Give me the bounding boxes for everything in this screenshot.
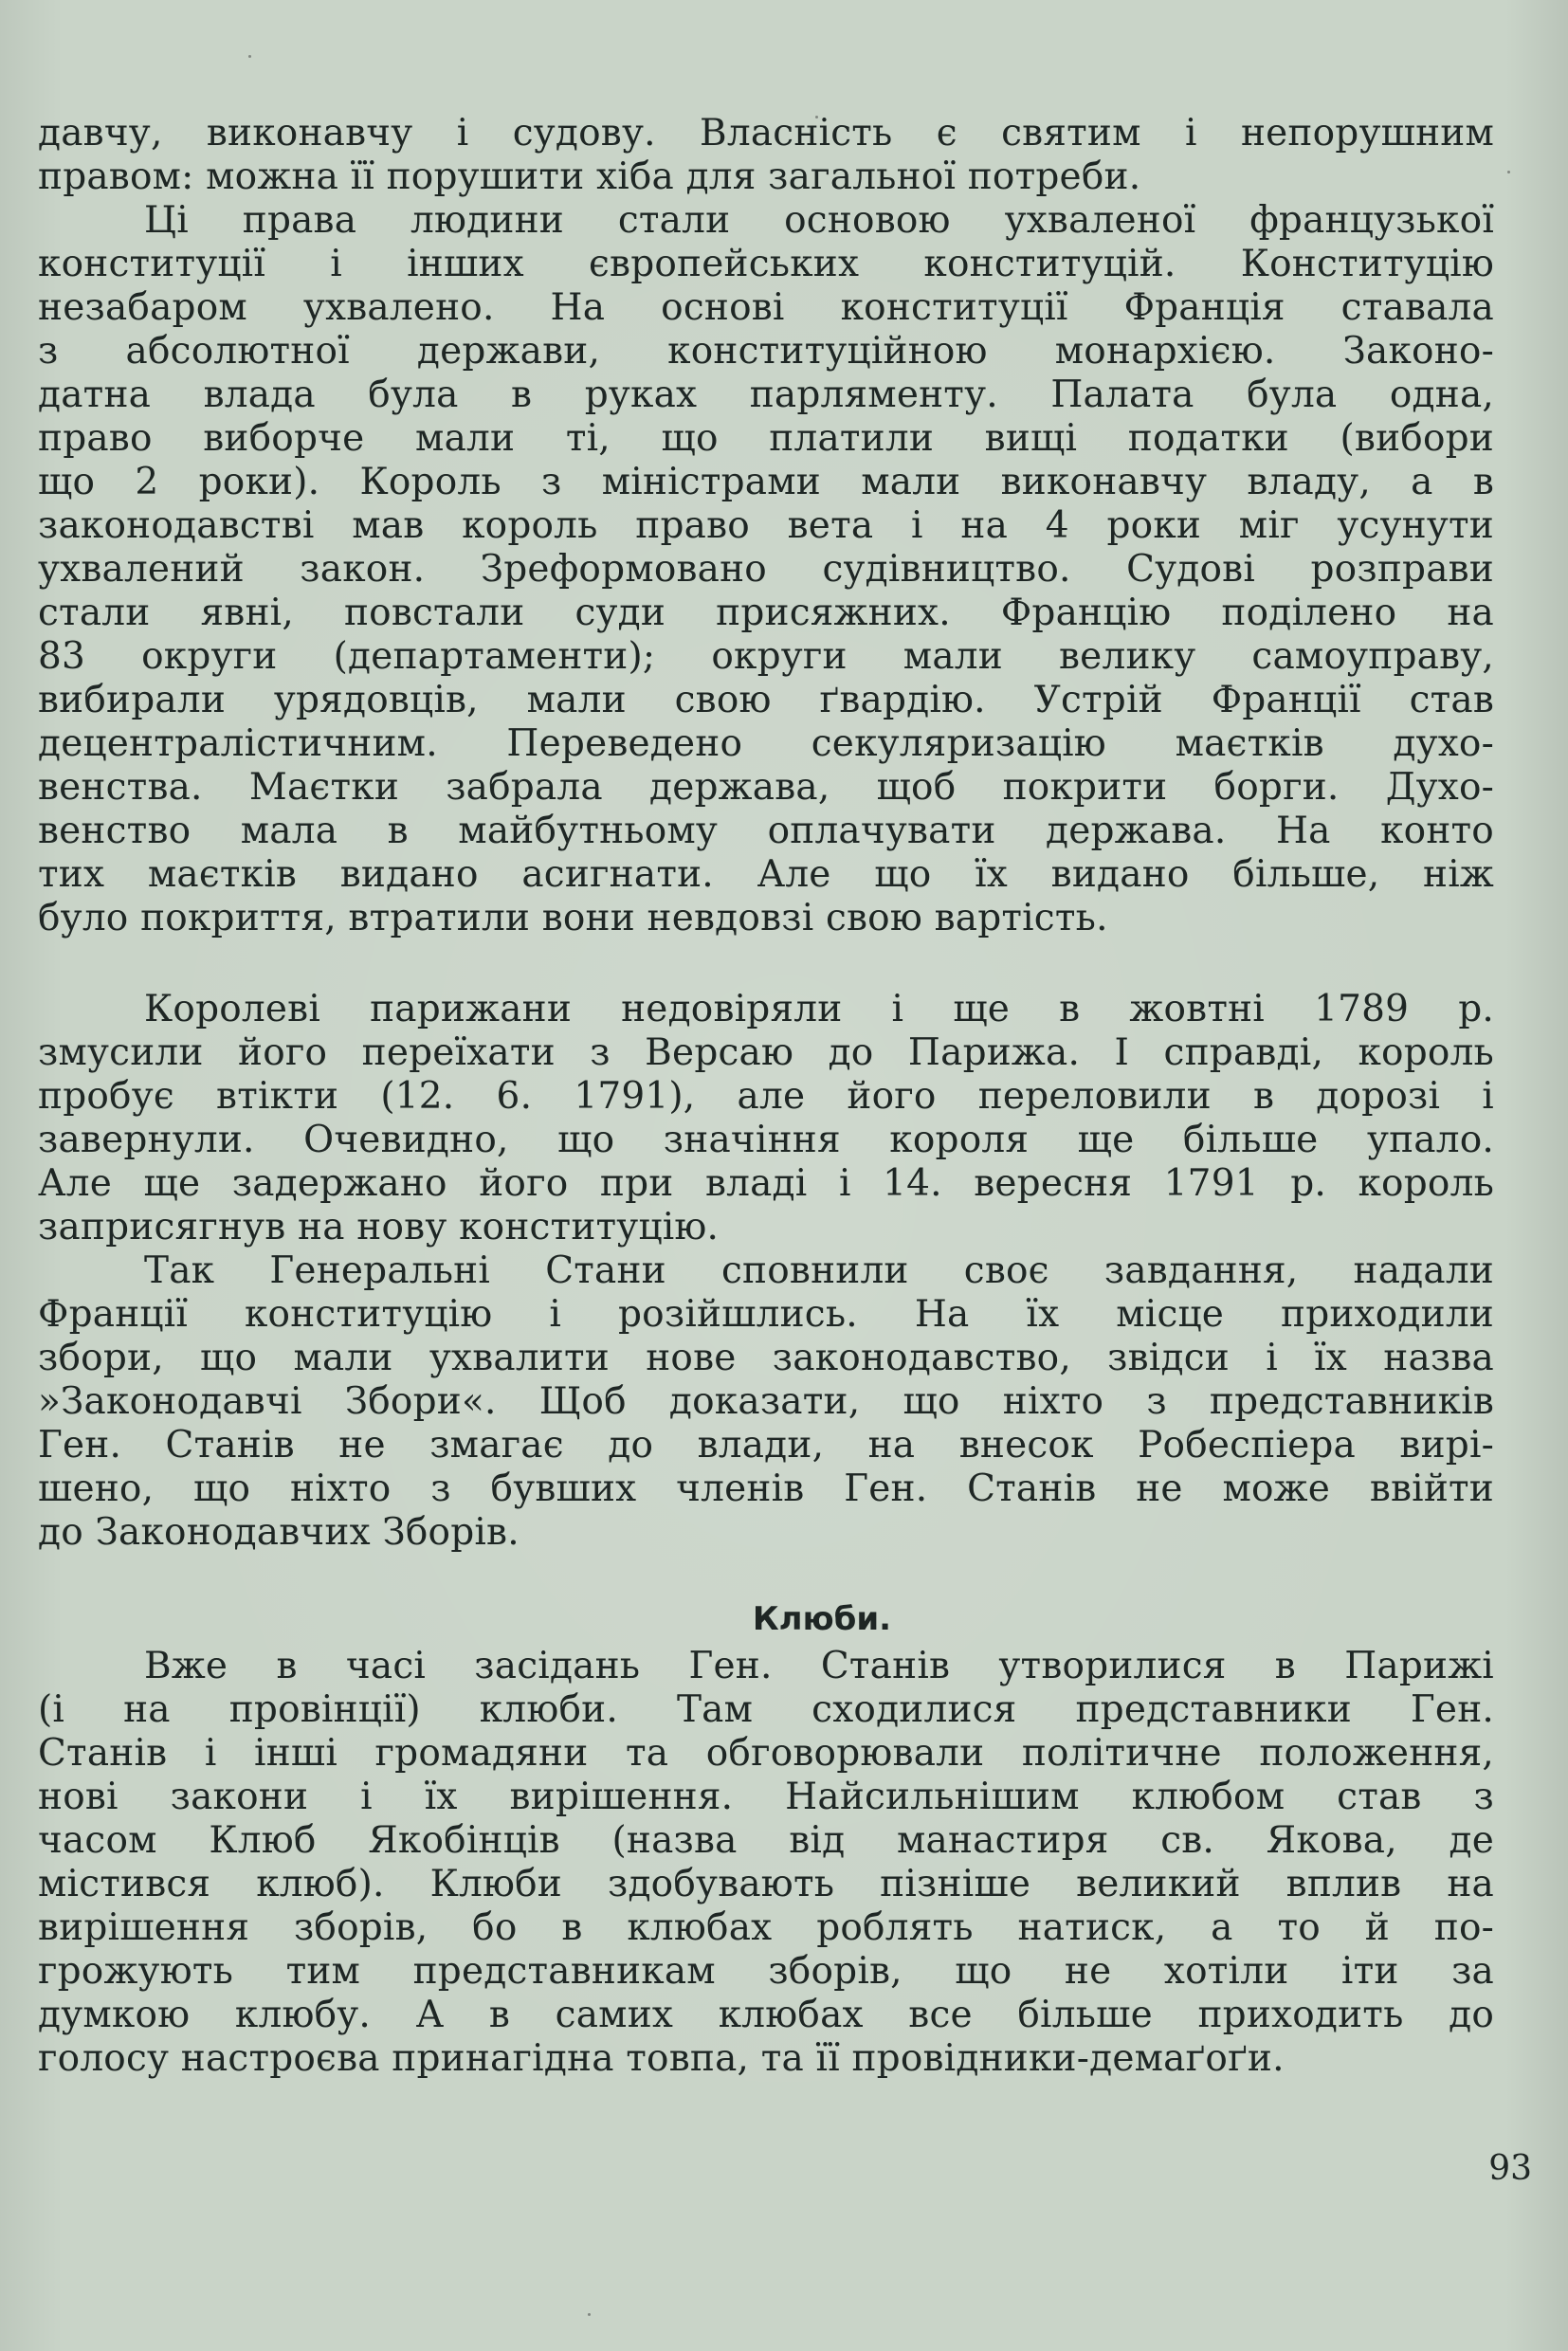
text-line: завернули. Очевидно, що значіння короля ще більше упало. [38,1119,1494,1161]
text-line: право виборче мали ті, що платили вищі податки (вибори [38,417,1494,460]
text-line: (і на провінції) клюби. Там сходилися представники Ген. [38,1688,1494,1731]
text-line: шено, що ніхто з бувших членів Ген. Станів не може ввійти [38,1467,1494,1510]
text-line: змусили його переїхати з Версаю до Парижа. І справді, король [38,1031,1494,1074]
text-line: до Законодавчих Зборів. [38,1511,520,1554]
text-line: нові закони і їх вирішення. Найсильнішим клюбом став з [38,1776,1494,1818]
paper-speck [248,55,251,58]
text-line: вибирали урядовців, мали свою ґвардію. Устрій Франції став [38,679,1494,721]
text-line: тих маєтків видано асигнати. Але що їх видано більше, ніж [38,853,1494,896]
paragraph-clubs [38,1645,1494,2081]
text-line: децентралістичним. Переведено секуляризацію маєтків духо- [38,722,1494,765]
text-line: Франції конституцію і розійшлись. На їх місце приходили [38,1293,1494,1336]
text-line: Але ще задержано його при владі і 14. вересня 1791 р. король [38,1162,1494,1205]
text-line: збори, що мали ухвалити нове законодавство, звідси і їх назва [38,1337,1494,1379]
paper-speck [1507,171,1510,173]
paragraph-legislative-assembly [38,1249,1494,1555]
text-line: незабаром ухвалено. На основі конституції Франція ставала [38,286,1494,329]
text-line: 83 округи (департаменти); округи мали велику самоуправу, [38,635,1494,678]
text-line: датна влада була в руках парляменту. Палата була одна, [38,374,1494,416]
text-line: правом: можна її порушити хіба для загальної потреби. [38,155,1141,198]
text-line: Вже в часі засідань Ген. Станів утворилися в Парижі [144,1645,1494,1687]
page-number: 93 [1488,2149,1532,2188]
paper-speck [588,2313,591,2316]
text-line: грожують тим представникам зборів, що не хотіли іти за [38,1950,1494,1993]
text-line: Королеві парижани недовіряли і ще в жовтні 1789 р. [144,988,1494,1030]
text-line: конституції і інших європейських конституцій. Конституцію [38,243,1494,285]
section-heading: Клюби. [752,1600,892,1638]
text-line: законодавстві мав король право вета і на 4 роки міг усунути [38,504,1494,547]
text-line: давчу, виконавчу і судову. Власність є святим і непорушним [38,112,1494,155]
text-line: думкою клюбу. А в самих клюбах все більше приходить до [38,1994,1494,2036]
text-line: »Законодавчі Збори«. Щоб доказати, що ніхто з представників [38,1380,1494,1423]
text-line: Станів і інші громадяни та обговорювали політичне положення, [38,1732,1494,1775]
text-line: венство мала в майбутньому оплачувати держава. На конто [38,810,1494,852]
text-line: часом Клюб Якобінців (назва від манастиря св. Якова, де [38,1819,1494,1862]
text-line: містився клюб). Клюби здобувають пізніше великий вплив на [38,1863,1494,1905]
text-line: пробує втікти (12. 6. 1791), але його переловили в дорозі і [38,1075,1494,1118]
text-line: голосу настроєва принагідна товпа, та її провідники-демаґоґи. [38,2037,1285,2080]
text-line: ухвалений закон. Зреформовано судівництво. Судові розправи [38,548,1494,591]
text-line: вирішення зборів, бо в клюбах роблять натиск, а то й по- [38,1906,1494,1949]
paragraph-rights-constitution [38,112,1494,940]
text-line: Ці права людини стали основою ухваленої французької [144,199,1494,242]
paragraph-king-escape [38,988,1494,1249]
text-line: що 2 роки). Король з міністрами мали виконавчу владу, а в [38,461,1494,503]
text-line: Ген. Станів не змагає до влади, на внесок Робеспіера вирі- [38,1424,1494,1467]
text-line: заприсягнув на нову конституцію. [38,1206,720,1248]
text-line: венства. Маєтки забрала держава, щоб покрити борги. Духо- [38,766,1494,809]
text-line: Так Генеральні Стани сповнили своє завдання, надали [144,1249,1494,1292]
text-line: з абсолютної держави, конституційною монархією. Законо- [38,330,1494,373]
text-line: було покриття, втратили вони невдовзі свою вартість. [38,897,1108,939]
text-line: стали явні, повстали суди присяжних. Францію поділено на [38,592,1494,634]
